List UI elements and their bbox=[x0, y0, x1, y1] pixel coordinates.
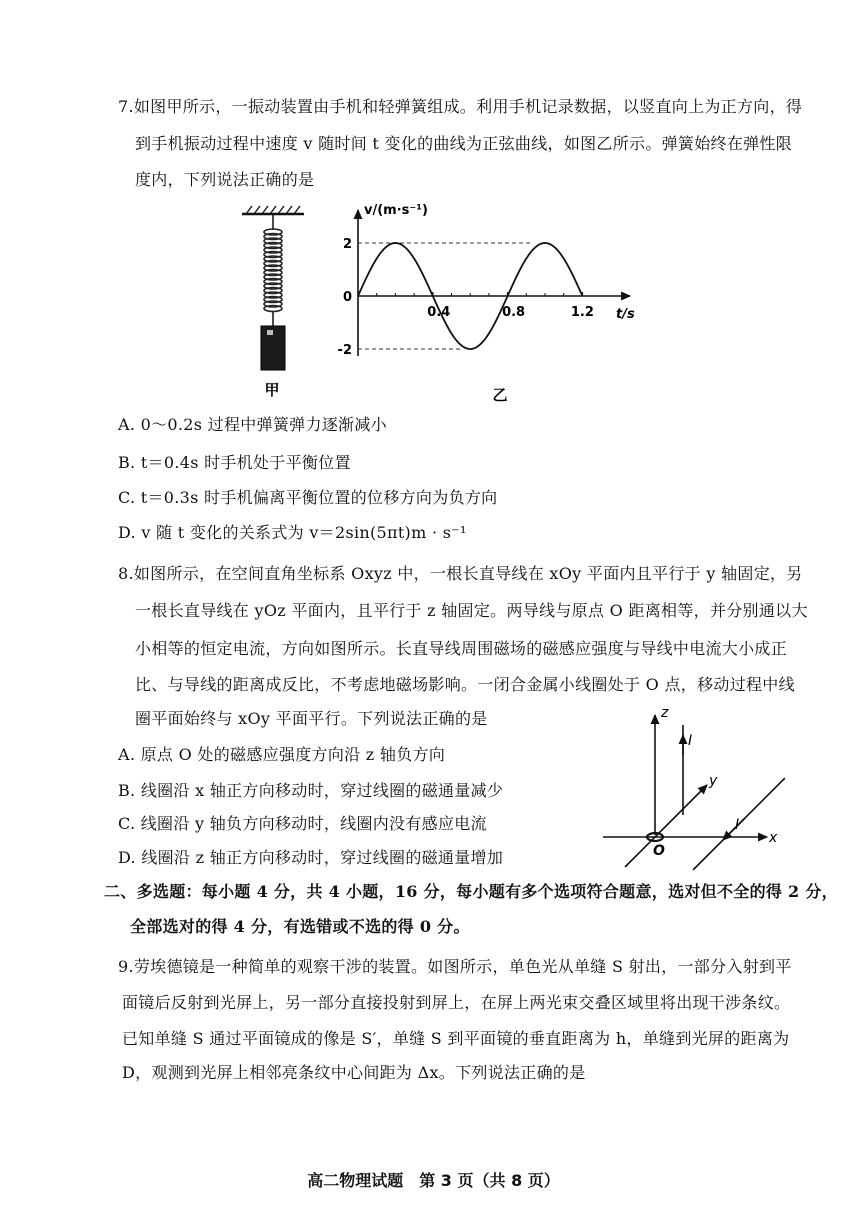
q9-stem-line-2: 面镜后反射到光屏上，另一部分直接投射到屏上，在屏上两光束交叠区域里将出现干涉条纹。 bbox=[122, 993, 791, 1012]
current-label-y: I bbox=[735, 817, 740, 833]
q8-stem-line-2: 一根长直导线在 yOz 平面内，且平行于 z 轴固定。两导线与原点 O 距离相等，并分别通以大 bbox=[135, 601, 808, 620]
q8-option-d: D. 线圈沿 z 轴正方向移动时，穿过线圈的磁通量增加 bbox=[118, 848, 504, 867]
x-tick-label: 0.8 bbox=[502, 305, 526, 320]
section2-heading-line-2: 全部选对的得 4 分，有选错或不选的得 0 分。 bbox=[130, 917, 470, 936]
q8-stem-line-1: 8.如图所示，在空间直角坐标系 Oxyz 中，一根长直导线在 xOy 平面内且平行于 y 轴固定，另 bbox=[118, 564, 803, 583]
z-axis-label: z bbox=[661, 705, 669, 721]
y-axis-label: y bbox=[709, 773, 718, 789]
figure-jia-spring-phone bbox=[238, 200, 308, 400]
q8-option-b: B. 线圈沿 x 轴正方向移动时，穿过线圈的磁通量减少 bbox=[118, 781, 504, 800]
q8-option-c: C. 线圈沿 y 轴负方向移动时，线圈内没有感应电流 bbox=[118, 814, 487, 833]
q7-option-c: C. t＝0.3s 时手机偏离平衡位置的位移方向为负方向 bbox=[118, 488, 498, 507]
x-tick-label: 1.2 bbox=[570, 305, 594, 320]
current-label-z: I bbox=[688, 733, 693, 749]
origin-label: O bbox=[653, 843, 665, 859]
figure-jia-caption: 甲 bbox=[264, 381, 280, 399]
q8-option-a: A. 原点 O 处的磁感应强度方向沿 z 轴负方向 bbox=[118, 745, 446, 764]
q8-stem-line-3: 小相等的恒定电流，方向如图所示。长直导线周围磁场的磁感应强度与导线中电流大小成正 bbox=[135, 639, 788, 658]
q8-stem-line-4: 比、与导线的距离成反比，不考虑地磁场影响。一闭合金属小线圈处于 O 点，移动过程中线 bbox=[135, 675, 795, 694]
q7-option-a: A. 0～0.2s 过程中弹簧弹力逐渐减小 bbox=[118, 415, 387, 434]
q9-stem-line-3: 已知单缝 S 通过平面镜成的像是 S′，单缝 S 到平面镜的垂直距离为 h，单缝到光屏的距离为 bbox=[122, 1029, 790, 1048]
q7-option-d: D. v 随 t 变化的关系式为 v＝2sin(5πt)m · s⁻¹ bbox=[118, 523, 467, 542]
figure-yi-vt-chart bbox=[330, 200, 640, 410]
figure-q8-axes bbox=[595, 705, 785, 875]
q7-stem-line-3: 度内，下列说法正确的是 bbox=[135, 170, 315, 189]
y-tick-label: 0 bbox=[342, 290, 352, 305]
v-axis-label: v/(m·s⁻¹) bbox=[364, 203, 428, 218]
y-tick-label: 2 bbox=[342, 237, 352, 252]
figure-yi-caption: 乙 bbox=[492, 386, 508, 404]
q7-option-b: B. t＝0.4s 时手机处于平衡位置 bbox=[118, 453, 351, 472]
y-axis bbox=[625, 785, 707, 867]
x-tick-label: 0.4 bbox=[427, 305, 451, 320]
page-footer: 高二物理试题 第 3 页（共 8 页） bbox=[307, 1171, 560, 1190]
section2-heading-line-1: 二、多选题：每小题 4 分，共 4 小题，16 分，每小题有多个选项符合题意，选对但不全的得 2 分， bbox=[104, 882, 838, 901]
y-tick-label: -2 bbox=[337, 343, 352, 358]
x-axis-label: x bbox=[769, 830, 778, 846]
q9-stem-line-4: D，观测到光屏上相邻亮条纹中心间距为 Δx。下列说法正确的是 bbox=[122, 1063, 586, 1082]
q9-stem-line-1: 9.劳埃德镜是一种简单的观察干涉的装置。如图所示，单色光从单缝 S 射出，一部分入射到平 bbox=[118, 957, 792, 976]
q7-stem-line-2: 到手机振动过程中速度 v 随时间 t 变化的曲线为正弦曲线，如图乙所示。弹簧始终在弹性限 bbox=[135, 134, 793, 153]
q7-stem-line-1: 7.如图甲所示，一振动装置由手机和轻弹簧组成。利用手机记录数据，以竖直向上为正方向，得 bbox=[118, 97, 803, 116]
t-axis-label: t/s bbox=[616, 307, 635, 322]
q8-stem-line-5: 圈平面始终与 xOy 平面平行。下列说法正确的是 bbox=[135, 709, 488, 728]
